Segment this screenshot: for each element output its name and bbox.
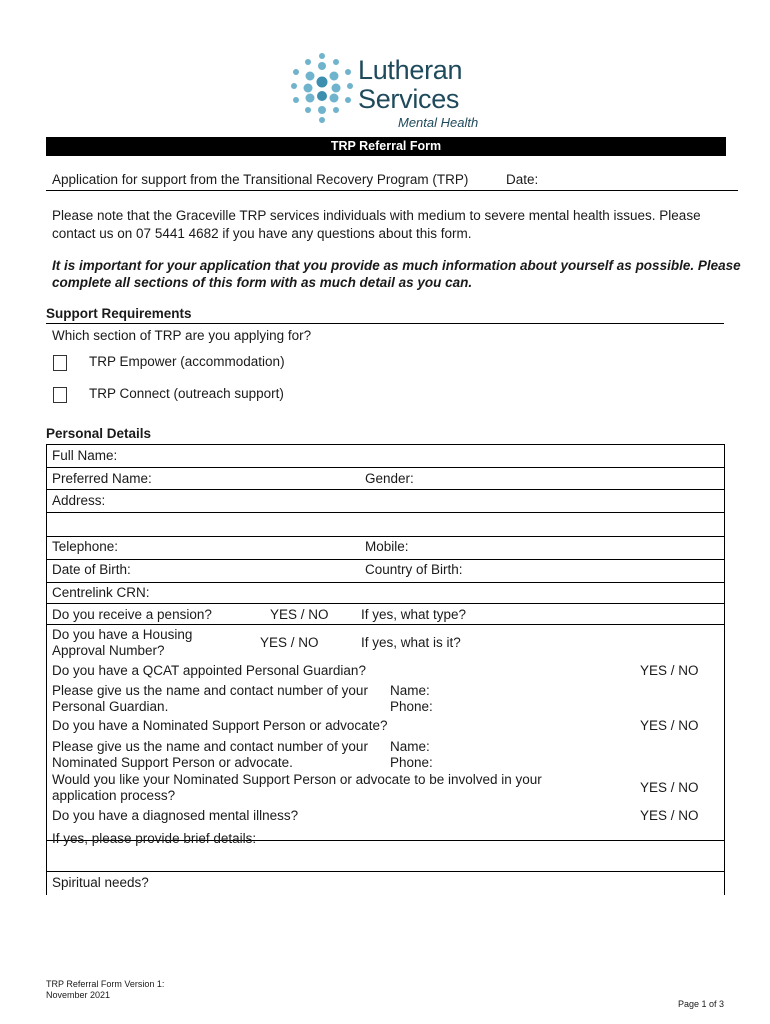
pension-type-field[interactable]: If yes, what type? [361,607,467,622]
form-title: TRP Referral Form [46,137,726,156]
logo-name-line1: Lutheran [358,55,463,85]
housing-question-line1: Do you have a Housing [52,627,193,642]
mobile-field[interactable]: Mobile: [365,539,409,554]
trp-empower-checkbox[interactable] [53,355,67,371]
housing-number-field[interactable]: If yes, what is it? [361,635,461,650]
telephone-field[interactable]: Telephone: [52,539,119,554]
footer-version-line1: TRP Referral Form Version 1: [46,979,165,989]
preferred-name-field[interactable]: Preferred Name: [52,471,152,486]
pension-question: Do you receive a pension? [52,607,212,622]
dob-field[interactable]: Date of Birth: [52,562,131,577]
important-note: It is important for your application that you provide as much information about yourself as possible. Please complete all sections of this form with as much detail as you can. [52,258,741,290]
pension-yes-no[interactable]: YES / NO [270,607,329,622]
personal-details-heading: Personal Details [46,426,152,441]
support-requirements-heading: Support Requirements [46,306,724,324]
trp-empower-label: TRP Empower (accommodation) [89,354,285,369]
full-name-field[interactable]: Full Name: [52,448,118,463]
mental-illness-yes-no[interactable]: YES / NO [640,808,699,823]
support-question: Which section of TRP are you applying for? [52,328,312,343]
nominated-yes-no[interactable]: YES / NO [640,718,699,733]
qcat-guardian-question: Do you have a QCAT appointed Personal Guardian? [52,663,366,678]
application-line [46,172,738,191]
guardian-phone-field[interactable]: Phone: [390,699,433,714]
involved-yes-no[interactable]: YES / NO [640,780,699,795]
spiritual-needs-field[interactable]: Spiritual needs? [52,875,149,890]
nominated-give-line2: Nominated Support Person or advocate. [52,755,293,770]
date-field[interactable]: Date: [506,172,539,187]
trp-connect-label: TRP Connect (outreach support) [89,386,284,401]
logo-wordmark [358,56,462,114]
mental-illness-question: Do you have a diagnosed mental illness? [52,808,299,823]
trp-connect-checkbox[interactable] [53,387,67,403]
country-of-birth-field[interactable]: Country of Birth: [365,562,463,577]
housing-yes-no[interactable]: YES / NO [260,635,319,650]
address-field[interactable]: Address: [52,493,106,508]
qcat-yes-no[interactable]: YES / NO [640,663,699,678]
involved-question-line1: Would you like your Nominated Support Person or advocate to be involved in your [52,772,542,787]
logo-subtitle: Mental Health [398,115,479,130]
guardian-give-line2: Personal Guardian. [52,699,169,714]
footer-version [46,979,164,1001]
involved-question-line2: application process? [52,788,176,803]
page-number: Page 1 of 3 [678,999,725,1009]
housing-question-line2: Approval Number? [52,643,165,658]
centrelink-crn-field[interactable]: Centrelink CRN: [52,585,150,600]
personal-details-table [46,444,724,895]
guardian-name-field[interactable]: Name: [390,683,430,698]
nominated-phone-field[interactable]: Phone: [390,755,433,770]
application-text: Application for support from the Transitional Recovery Program (TRP) [52,172,469,187]
guardian-give-line1: Please give us the name and contact number of your [52,683,368,698]
gender-field[interactable]: Gender: [365,471,414,486]
footer-version-line2: November 2021 [46,990,111,1000]
illness-details-field[interactable]: If yes, please provide brief details: [52,831,257,846]
nominated-name-field[interactable]: Name: [390,739,430,754]
nominated-give-line1: Please give us the name and contact number of your [52,739,368,754]
nominated-support-question: Do you have a Nominated Support Person or advocate? [52,718,388,733]
intro-note: Please note that the Graceville TRP services individuals with medium to severe mental health issues. Please contact us on 07 5441 4682 if you have any questions about this form. [52,208,701,241]
logo-name-line2: Services [358,84,460,114]
